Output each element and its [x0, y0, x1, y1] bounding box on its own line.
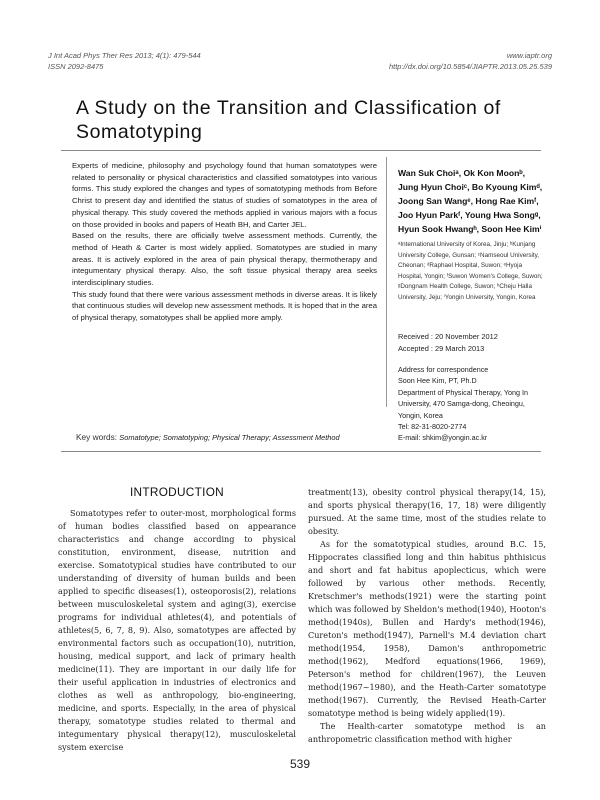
correspondence-block — [398, 364, 544, 444]
body-paragraph: As for the somatotypical studies, around B.C. 15, Hippocrates classified long and thin habitus phthisicus and short and fat habitus apoplecticus, which were followed by various other methods. Recently, Kretschmer's methods(1921) were the starting point which was followed by Sheldon's method(1940), Hooton's method(1940s), Bullen and Hardy's method(1946), Cureton's method(1947), Parnell's M.4 deviation chart method(1954, 1958), Damon's anthropometric method(1962), Medford equations(1966, 1969), Peterson's method for children(1967), the Leuven method(1967~1980), and the Heath-Carter somatotype method(1967). Currently, the Revised Heath-Carter somatotype method is being widely applied(19). — [308, 539, 546, 718]
section-heading-introduction: INTRODUCTION — [129, 485, 225, 499]
doi-link[interactable]: http://dx.doi.org/10.5854/JIAPTR.2013.05.25.539 — [388, 62, 552, 71]
abstract-paragraph: Experts of medicine, philosophy and psychology found that human somatotypes were related to personality or physical characteristics and classified somatotypes into various forms. This study explored the changes and types of somatotyping methods from Before Christ to present day and identified the status of studies of somatotypes in the area of physical therapy. This study covered the methods applied in various majors with a focus on those provided in books and papers of Heath BH, and Carter JEL. — [72, 161, 377, 229]
body-column-left — [58, 486, 296, 754]
journal-url — [389, 50, 552, 72]
received-date: Received : 20 November 2012 — [398, 332, 498, 341]
body-paragraph: Somatotypes refer to outer-most, morphological forms of human bodies classified based on appearance characteristics and change according to physical constitution, environment, disease, nutrition and exercise. Somatotypical studies have contributed to our understanding of diversity of human builds and been applied to specific diseases(1), osteoporosis(2), relations between musculoskeletal system and aging(3), exercise programs for individual athletes(4), and potentials of athletes(5, 6, 7, 8, 9). Also, somatotypes are affected by environmental factors such as occupation(10), nutrition, housing, medical support, and lack of primary health medicine(11). They are important in our daily life for their useful application in industries of electronics and clothes as well as anthropology, bio-engineering, medicine, and sports. Especially, in the area of physical therapy, somatotype studies related to thermal and integumentary physical therapy(12), musculoskeletal system exercise — [58, 508, 296, 752]
affiliations: ᵃInternational University of Korea, Jinju; ᵇKunjang University College, Gunsan; ᶜNamseoul University, Cheonan; ᵈRaphael Hospital, Suwon; ᵉHyoja Hospital, Yongin; ᶠSuwon Women's College, Suwon; ᵍDongnam Health College, Suwon; ʰCheju Halla University, Jeju; ⁱYongin University, Yongin, Korea — [398, 241, 543, 301]
keywords — [76, 432, 340, 442]
correspondence-heading: Address for correspondence — [398, 365, 489, 374]
abstract-paragraph: This study found that there were various assessment methods in diverse areas. It is likely that continuous studies will develop new assessment methods. It is hoped that in the area of physical therapy, somatotypes shall be applied more amply. — [72, 289, 377, 323]
journal-citation — [48, 50, 201, 72]
body-paragraph: The Health-carter somatotype method is an anthropometric classification method with higher — [308, 721, 546, 744]
bottom-divider — [61, 451, 541, 452]
abstract — [72, 160, 377, 324]
paper-title: A Study on the Transition and Classification of Somatotyping — [76, 97, 501, 143]
top-divider — [61, 150, 541, 151]
keywords-label: Key words: — [76, 432, 118, 442]
page-number: 539 — [289, 757, 311, 771]
body-paragraph: treatment(13), obesity control physical therapy(14, 15), and sports physical therapy(16, 17, 18) were diligently pursued. At the same time, most of the studies relate to obesity. — [308, 487, 546, 536]
correspondence-name: Soon Hee Kim, PT, Ph.D — [398, 376, 477, 386]
correspondence-address: Department of Physical Therapy, Yong In University, 470 Samga-dong, Cheoingu, Yongin, Korea — [398, 387, 528, 420]
author-list: Wan Suk Choiᵃ, Ok Kon Moonᵇ, Jung Hyun Choiᶜ, Bo Kyoung Kimᵈ, Joong San Wangᵉ, Hong Rae Kimᶠ, Joo Hyun Parkᶠ, Young Hwa Songᵍ, Hyun Sook Hwangʰ, Soon Hee Kimⁱ — [398, 168, 543, 234]
issn-line: ISSN 2092-8475 — [48, 62, 104, 71]
accepted-date: Accepted : 29 March 2013 — [398, 343, 485, 353]
abstract-paragraph: Based on the results, there are officially twelve assessment methods. Currently, the method of Heath & Carter is most widely applied. Somatotypes are studied in many areas. It is actively explored in the area of pain physical therapy, thermotherapy and integumentary physical therapy. Also, the soft tissue physical therapy area seeks interdisciplinary studies. — [72, 231, 377, 288]
body-column-right — [308, 486, 546, 746]
correspondence-email[interactable]: E-mail: shkim@yongin.ac.kr — [398, 433, 488, 443]
website-link[interactable]: www.iaptr.org — [506, 51, 552, 60]
keywords-text: Somatotype; Somatotyping; Physical Therapy; Assessment Method — [119, 433, 340, 442]
article-dates — [398, 331, 544, 354]
column-divider — [386, 157, 387, 407]
journal-citation-line: J Int Acad Phys Ther Res 2013; 4(1): 479-544 — [48, 51, 201, 60]
correspondence-tel: Tel: 82-31-8020-2774 — [398, 422, 467, 432]
